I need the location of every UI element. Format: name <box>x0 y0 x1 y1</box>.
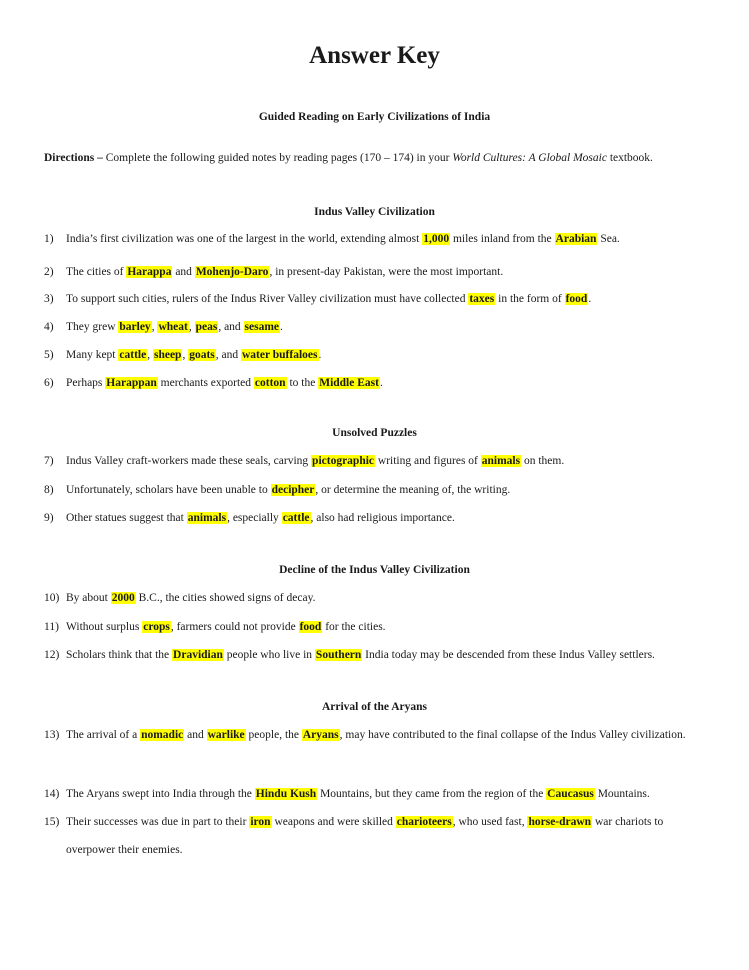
answer-highlight: cattle <box>282 512 310 524</box>
question-item <box>44 258 704 286</box>
question-text <box>66 341 704 369</box>
question-fragment: , and <box>218 321 244 333</box>
question-fragment: Mountains, but they came from the region of the <box>317 788 547 800</box>
question-number: 5) <box>44 349 54 361</box>
question-text <box>66 258 704 286</box>
question-fragment: , <box>182 349 189 361</box>
question-fragment: . <box>588 293 592 305</box>
question-number: 2) <box>44 266 54 278</box>
answer-highlight: animals <box>187 512 227 524</box>
question-fragment: The Aryans swept into India through the <box>66 788 255 800</box>
answer-highlight: Mohenjo-Daro <box>195 266 269 278</box>
answer-highlight: pictographic <box>312 455 375 467</box>
question-item <box>44 369 704 397</box>
question-item <box>44 313 704 341</box>
question-number: 12) <box>44 649 60 661</box>
question-fragment: , <box>147 349 153 361</box>
question-fragment: , and <box>215 349 241 361</box>
answer-highlight: water buffaloes <box>242 349 318 361</box>
question-fragment: B.C., the cities showed signs of decay. <box>135 592 316 604</box>
question-fragment: , in present-day Pakistan, were the most important. <box>269 266 504 278</box>
answer-highlight: Aryans <box>302 729 339 741</box>
answer-highlight: cotton <box>254 377 286 389</box>
answer-highlight: Southern <box>315 649 362 661</box>
question-item <box>44 808 704 864</box>
question-text <box>66 369 704 397</box>
answer-highlight: 2000 <box>111 592 135 604</box>
question-fragment: weapons and were skilled <box>271 816 396 828</box>
question-fragment: people who live in <box>223 649 315 661</box>
question-item <box>44 225 704 253</box>
question-number: 14) <box>44 788 60 800</box>
question-fragment: on them. <box>521 455 565 467</box>
question-fragment: and <box>184 729 207 741</box>
question-fragment: Other statues suggest that <box>66 512 187 524</box>
question-number: 11) <box>44 621 59 633</box>
question-fragment: To support such cities, rulers of the Indus River Valley civilization must have collected <box>66 293 469 305</box>
question-fragment: , especially <box>227 512 282 524</box>
question-fragment: Mountains. <box>594 788 650 800</box>
question-text <box>66 504 704 532</box>
question-fragment: , who used fast, <box>452 816 528 828</box>
answer-highlight: Hindu Kush <box>255 788 317 800</box>
answer-highlight: charioteers <box>396 816 452 828</box>
section-heading: Indus Valley Civilization <box>314 206 435 218</box>
question-number: 6) <box>44 377 54 389</box>
question-fragment: Indus Valley craft-workers made these seals, carving <box>66 455 312 467</box>
section-heading: Decline of the Indus Valley Civilization <box>279 564 470 576</box>
question-fragment: Sea. <box>597 233 620 245</box>
answer-highlight: sesame <box>244 321 280 333</box>
question-item <box>44 613 704 641</box>
question-fragment: to the <box>286 377 319 389</box>
answer-highlight: iron <box>250 816 271 828</box>
question-fragment: in the form of <box>495 293 565 305</box>
question-fragment: . <box>318 349 322 361</box>
question-text <box>66 808 704 864</box>
answer-highlight: Dravidian <box>173 649 223 661</box>
answer-highlight: 1,000 <box>423 233 450 245</box>
answer-highlight: cattle <box>119 349 147 361</box>
question-item <box>44 447 704 475</box>
answer-highlight: Caucasus <box>547 788 594 800</box>
answer-highlight: nomadic <box>141 729 184 741</box>
question-fragment: They grew <box>66 321 119 333</box>
question-text <box>66 641 704 669</box>
question-fragment: miles inland from the <box>450 233 555 245</box>
directions <box>44 152 653 164</box>
question-fragment: , <box>151 321 158 333</box>
question-fragment: Their successes was due in part to their <box>66 816 250 828</box>
question-fragment: Perhaps <box>66 377 106 389</box>
question-number: 4) <box>44 321 54 333</box>
answer-highlight: Harappa <box>127 266 172 278</box>
answer-highlight: goats <box>189 349 215 361</box>
question-fragment: Without surplus <box>66 621 143 633</box>
answer-highlight: food <box>565 293 588 305</box>
answer-highlight: sheep <box>153 349 182 361</box>
question-fragment: The arrival of a <box>66 729 141 741</box>
question-fragment: , or determine the meaning of, the writing. <box>315 484 511 496</box>
question-text <box>66 476 704 504</box>
question-fragment: merchants exported <box>157 377 254 389</box>
question-number: 7) <box>44 455 54 467</box>
question-fragment: , farmers could not provide <box>170 621 299 633</box>
section-heading: Unsolved Puzzles <box>332 427 417 439</box>
section-heading: Arrival of the Aryans <box>321 701 428 713</box>
directions-label: Directions – <box>44 152 103 164</box>
answer-highlight: Middle East <box>319 377 379 389</box>
page-title: Answer Key <box>309 42 440 69</box>
question-fragment: war chariots to overpower their enemies. <box>66 816 664 856</box>
question-text <box>66 225 704 253</box>
question-item <box>44 341 704 369</box>
question-item <box>44 285 704 313</box>
question-number: 3) <box>44 293 54 305</box>
answer-highlight: wheat <box>158 321 188 333</box>
answer-highlight: taxes <box>469 293 495 305</box>
question-item <box>44 641 704 669</box>
question-fragment: India today may be descended from these Indus Valley settlers. <box>362 649 655 661</box>
question-number: 1) <box>44 233 54 245</box>
question-fragment: By about <box>66 592 111 604</box>
question-text <box>66 613 704 641</box>
question-fragment: Unfortunately, scholars have been unable to <box>66 484 271 496</box>
question-fragment: people, the <box>245 729 302 741</box>
question-number: 15) <box>44 816 60 828</box>
question-fragment: Many kept <box>66 349 119 361</box>
question-text <box>66 780 704 808</box>
question-fragment: . <box>280 321 283 333</box>
question-item <box>44 721 704 749</box>
question-number: 8) <box>44 484 54 496</box>
answer-highlight: horse-drawn <box>528 816 592 828</box>
question-fragment: Scholars think that the <box>66 649 173 661</box>
question-number: 10) <box>44 592 60 604</box>
question-fragment: , <box>188 321 195 333</box>
question-fragment: for the cities. <box>322 621 386 633</box>
question-number: 13) <box>44 729 60 741</box>
book-title: World Cultures: A Global Mosaic <box>452 152 607 164</box>
question-text <box>66 447 704 475</box>
answer-highlight: animals <box>481 455 521 467</box>
question-text <box>66 721 704 749</box>
question-text <box>66 313 704 341</box>
question-item <box>44 504 704 532</box>
question-fragment: . <box>379 377 383 389</box>
answer-highlight: decipher <box>271 484 315 496</box>
question-text <box>66 285 704 313</box>
answer-highlight: warlike <box>207 729 245 741</box>
question-fragment: The cities of <box>66 266 127 278</box>
question-fragment: India’s first civilization was one of the largest in the world, extending almost <box>66 233 423 245</box>
answer-highlight: Arabian <box>555 233 597 245</box>
question-text <box>66 584 704 612</box>
directions-text: Complete the following guided notes by reading pages (170 – 174) in your <box>102 152 453 164</box>
directions-text-end: textbook. <box>606 152 653 164</box>
question-item <box>44 780 704 808</box>
question-item <box>44 476 704 504</box>
question-number: 9) <box>44 512 54 524</box>
question-fragment: and <box>172 266 195 278</box>
question-fragment: writing and figures of <box>375 455 481 467</box>
question-fragment: , may have contributed to the final collapse of the Indus Valley civilization. <box>339 729 686 741</box>
answer-highlight: food <box>299 621 322 633</box>
subtitle: Guided Reading on Early Civilizations of India <box>258 111 491 123</box>
answer-highlight: Harappan <box>106 377 157 389</box>
question-fragment: , also had religious importance. <box>310 512 455 524</box>
answer-highlight: crops <box>143 621 170 633</box>
answer-highlight: peas <box>195 321 218 333</box>
answer-highlight: barley <box>119 321 151 333</box>
question-item <box>44 584 704 612</box>
